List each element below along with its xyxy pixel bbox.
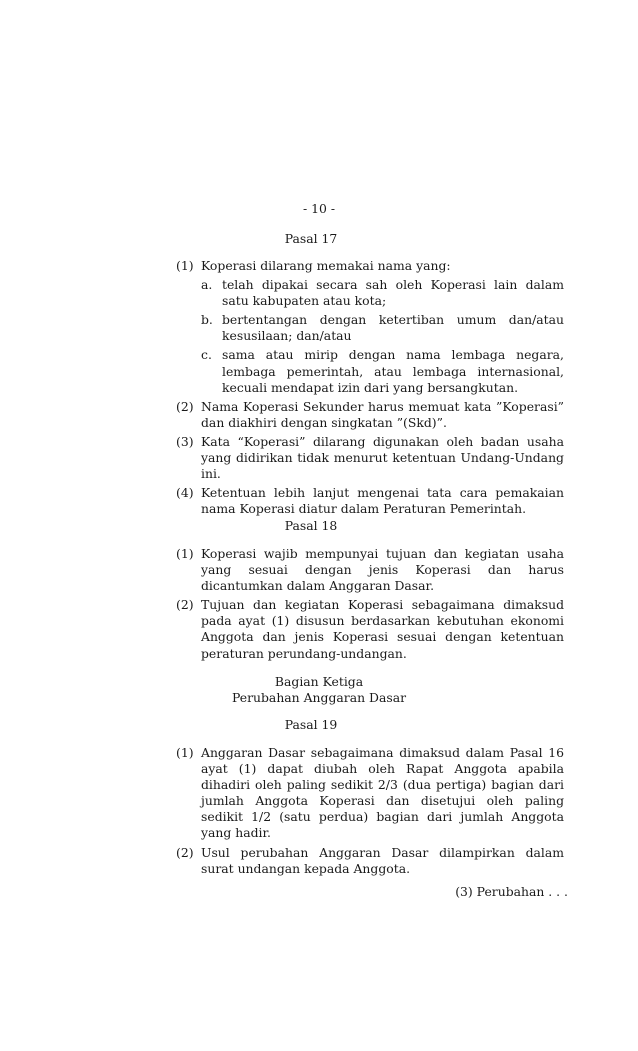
item-number: (1) bbox=[176, 745, 194, 760]
item-text: Koperasi wajib mempunyai tujuan dan kegiatan usaha yang sesuai dengan jenis Koperasi dan harus dicantumkan dalam Anggaran Dasar. bbox=[201, 546, 564, 594]
pasal-18-item bbox=[176, 546, 564, 594]
page-number: - 10 - bbox=[302, 201, 336, 216]
item-text: Koperasi dilarang memakai nama yang: bbox=[201, 258, 451, 273]
pasal-17-item bbox=[176, 258, 564, 396]
sub-item-letter: b. bbox=[201, 312, 213, 328]
pasal-17-item bbox=[176, 434, 564, 482]
sub-item-text: bertentangan dengan ketertiban umum dan/atau kesusilaan; dan/atau bbox=[222, 312, 564, 344]
sub-item-text: sama atau mirip dengan nama lembaga negara, lembaga pemerintah, atau lembaga internasional, kecuali mendapat izin dari yang bersangkutan. bbox=[222, 347, 564, 395]
item-text: Anggaran Dasar sebagaimana dimaksud dalam Pasal 16 ayat (1) dapat diubah oleh Rapat Anggota apabila dihadiri oleh paling sedikit 2/3 (dua pertiga) bagian dari jumlah Anggota Koperasi dan disetujui oleh paling sedikit 1/2 (satu perdua) bagian dari jumlah Anggota yang hadir. bbox=[201, 745, 564, 841]
item-number: (4) bbox=[176, 485, 194, 501]
item-text: Tujuan dan kegiatan Koperasi sebagaimana dimaksud pada ayat (1) disusun berdasarkan kebutuhan ekonomi Anggota dan jenis Koperasi sesuai dengan ketentuan peraturan perundang-undangan. bbox=[201, 597, 564, 661]
item-text: Usul perubahan Anggaran Dasar dilampirkan dalam surat undangan kepada Anggota. bbox=[201, 844, 564, 876]
pasal-19-title: Pasal 19 bbox=[284, 717, 338, 732]
item-text: Kata “Koperasi” dilarang digunakan oleh badan usaha yang didirikan tidak menurut ketentuan Undang-Undang ini. bbox=[201, 433, 564, 482]
item-text: Nama Koperasi Sekunder harus memuat kata ”Koperasi” dan diakhiri dengan singkatan ”(Skd)”. bbox=[201, 398, 564, 430]
sub-list bbox=[201, 277, 564, 396]
item-text: Ketentuan lebih lanjut mengenai tata cara pemakaian nama Koperasi diatur dalam Peraturan Pemerintah. bbox=[201, 485, 564, 517]
item-number: (2) bbox=[176, 844, 194, 860]
pasal-17-title: Pasal 17 bbox=[284, 231, 338, 246]
item-number: (1) bbox=[176, 258, 194, 273]
item-number: (1) bbox=[176, 546, 194, 561]
pasal-17-body bbox=[176, 258, 564, 520]
pasal-18-body bbox=[176, 546, 564, 665]
item-number: (3) bbox=[176, 433, 194, 449]
sub-item bbox=[201, 347, 564, 395]
bagian-title: Bagian Ketiga bbox=[274, 674, 364, 689]
pasal-19-body bbox=[176, 745, 564, 880]
continuation-note: (3) Perubahan . . . bbox=[455, 884, 568, 899]
sub-item bbox=[201, 312, 564, 344]
pasal-17-item bbox=[176, 485, 564, 517]
pasal-19-item bbox=[176, 845, 564, 877]
item-number: (2) bbox=[176, 398, 194, 414]
bagian-subtitle: Perubahan Anggaran Dasar bbox=[231, 690, 407, 705]
pasal-19-item bbox=[176, 745, 564, 842]
pasal-17-item bbox=[176, 399, 564, 431]
item-number: (2) bbox=[176, 597, 194, 613]
sub-item-letter: c. bbox=[201, 347, 212, 363]
pasal-18-title: Pasal 18 bbox=[284, 518, 338, 533]
sub-item-text: telah dipakai secara sah oleh Koperasi lain dalam satu kabupaten atau kota; bbox=[222, 277, 564, 309]
sub-item-letter: a. bbox=[201, 277, 213, 293]
pasal-18-item bbox=[176, 597, 564, 661]
sub-item bbox=[201, 277, 564, 309]
